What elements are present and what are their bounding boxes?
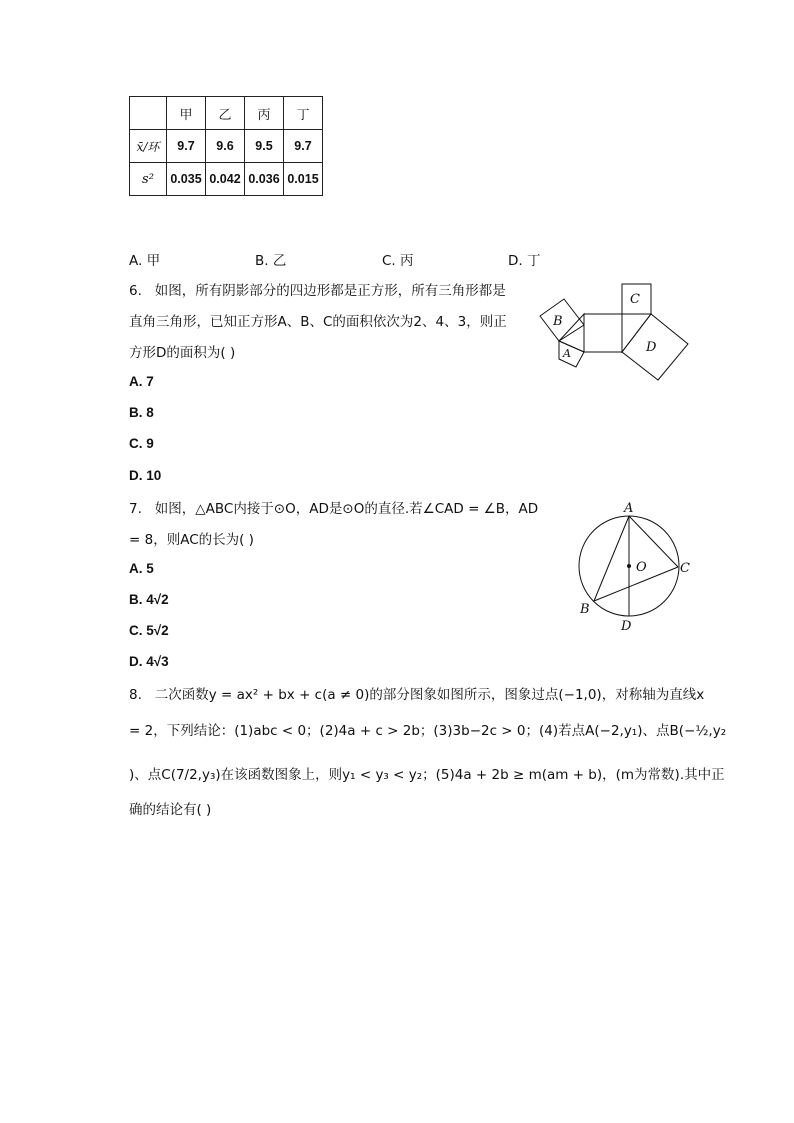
central-square bbox=[584, 314, 622, 352]
q6-number: 6. bbox=[129, 283, 142, 299]
label-o: O bbox=[636, 560, 647, 575]
table-cell: 9.6 bbox=[206, 130, 245, 163]
label-c: C bbox=[630, 292, 640, 307]
q7-option-c: C. 5√2 bbox=[129, 623, 169, 638]
table-header-bing: 丙 bbox=[245, 97, 284, 130]
q5-option-a: A. 甲 bbox=[129, 253, 161, 269]
table-header-yi: 乙 bbox=[206, 97, 245, 130]
q7-option-a: A. 5 bbox=[129, 561, 154, 576]
q7-text: 如图，△ABC内接于⊙O，AD是⊙O的直径.若∠CAD = ∠B，AD bbox=[154, 501, 539, 517]
table-variance-label: s² bbox=[130, 163, 167, 196]
q6-option-c: C. 9 bbox=[129, 436, 154, 451]
label-a: A bbox=[624, 501, 634, 516]
q5-option-d: D. 丁 bbox=[508, 253, 541, 269]
table-cell: 0.015 bbox=[284, 163, 323, 196]
label-d: D bbox=[621, 619, 632, 634]
label-a: A bbox=[563, 347, 571, 360]
table-cell: 0.042 bbox=[206, 163, 245, 196]
label-b: B bbox=[580, 602, 590, 617]
q6-text: 如图，所有阴影部分的四边形都是正方形，所有三角形都是 bbox=[154, 283, 506, 299]
q8-number: 8. bbox=[129, 687, 142, 703]
table-cell: 0.036 bbox=[245, 163, 284, 196]
table-cell: 9.7 bbox=[284, 130, 323, 163]
q8-stem-line3: )、点C(7/2,y₃)在该函数图象上，则y₁ < y₃ < y₂；(5)4a + 2b ≥ m(am + b)，(m为常数).其中正 bbox=[129, 767, 725, 783]
q7-option-b: B. 4√2 bbox=[129, 592, 169, 607]
q6-stem-line1 bbox=[129, 281, 506, 301]
q6-squares-figure bbox=[530, 278, 700, 388]
table-mean-row bbox=[130, 130, 323, 163]
table-cell: 9.7 bbox=[167, 130, 206, 163]
stats-table bbox=[129, 96, 323, 196]
q6-option-b: B. 8 bbox=[129, 405, 154, 420]
q8-stem-line4: 确的结论有( ) bbox=[129, 802, 212, 818]
table-mean-label: x̄/环 bbox=[130, 130, 167, 163]
label-c: C bbox=[680, 561, 690, 576]
q8-text: 二次函数y = ax² + bx + c(a ≠ 0)的部分图象如图所示，图象过点(−1,0)，对称轴为直线x bbox=[154, 687, 705, 703]
table-cell: 9.5 bbox=[245, 130, 284, 163]
label-d: D bbox=[646, 340, 657, 355]
table-corner-cell bbox=[130, 97, 167, 130]
q5-option-c: C. 丙 bbox=[382, 253, 414, 269]
label-b: B bbox=[553, 314, 563, 329]
table-cell: 0.035 bbox=[167, 163, 206, 196]
table-header-ding: 丁 bbox=[284, 97, 323, 130]
table-header-row bbox=[130, 97, 323, 130]
q6-stem-line3: 方形D的面积为( ) bbox=[129, 345, 236, 361]
q6-stem-line2: 直角三角形，已知正方形A、B、C的面积依次为2、4、3，则正 bbox=[129, 314, 507, 330]
table-header-jia: 甲 bbox=[167, 97, 206, 130]
q7-number: 7. bbox=[129, 501, 142, 517]
q7-circle-figure bbox=[570, 498, 700, 636]
q8-stem-line1 bbox=[129, 685, 704, 705]
table-variance-row bbox=[130, 163, 323, 196]
q6-option-a: A. 7 bbox=[129, 374, 154, 389]
q8-stem-line2: = 2，下列结论：(1)abc < 0；(2)4a + c > 2b；(3)3b−2c > 0；(4)若点A(−2,y₁)、点B(−½,y₂ bbox=[129, 723, 727, 739]
center-point bbox=[627, 564, 631, 568]
q7-stem-line2: = 8，则AC的长为( ) bbox=[129, 532, 254, 548]
q5-option-b: B. 乙 bbox=[255, 253, 287, 269]
q7-stem-line1 bbox=[129, 499, 538, 519]
q7-option-d: D. 4√3 bbox=[129, 654, 169, 669]
q6-option-d: D. 10 bbox=[129, 468, 162, 483]
side-ab bbox=[594, 516, 629, 601]
